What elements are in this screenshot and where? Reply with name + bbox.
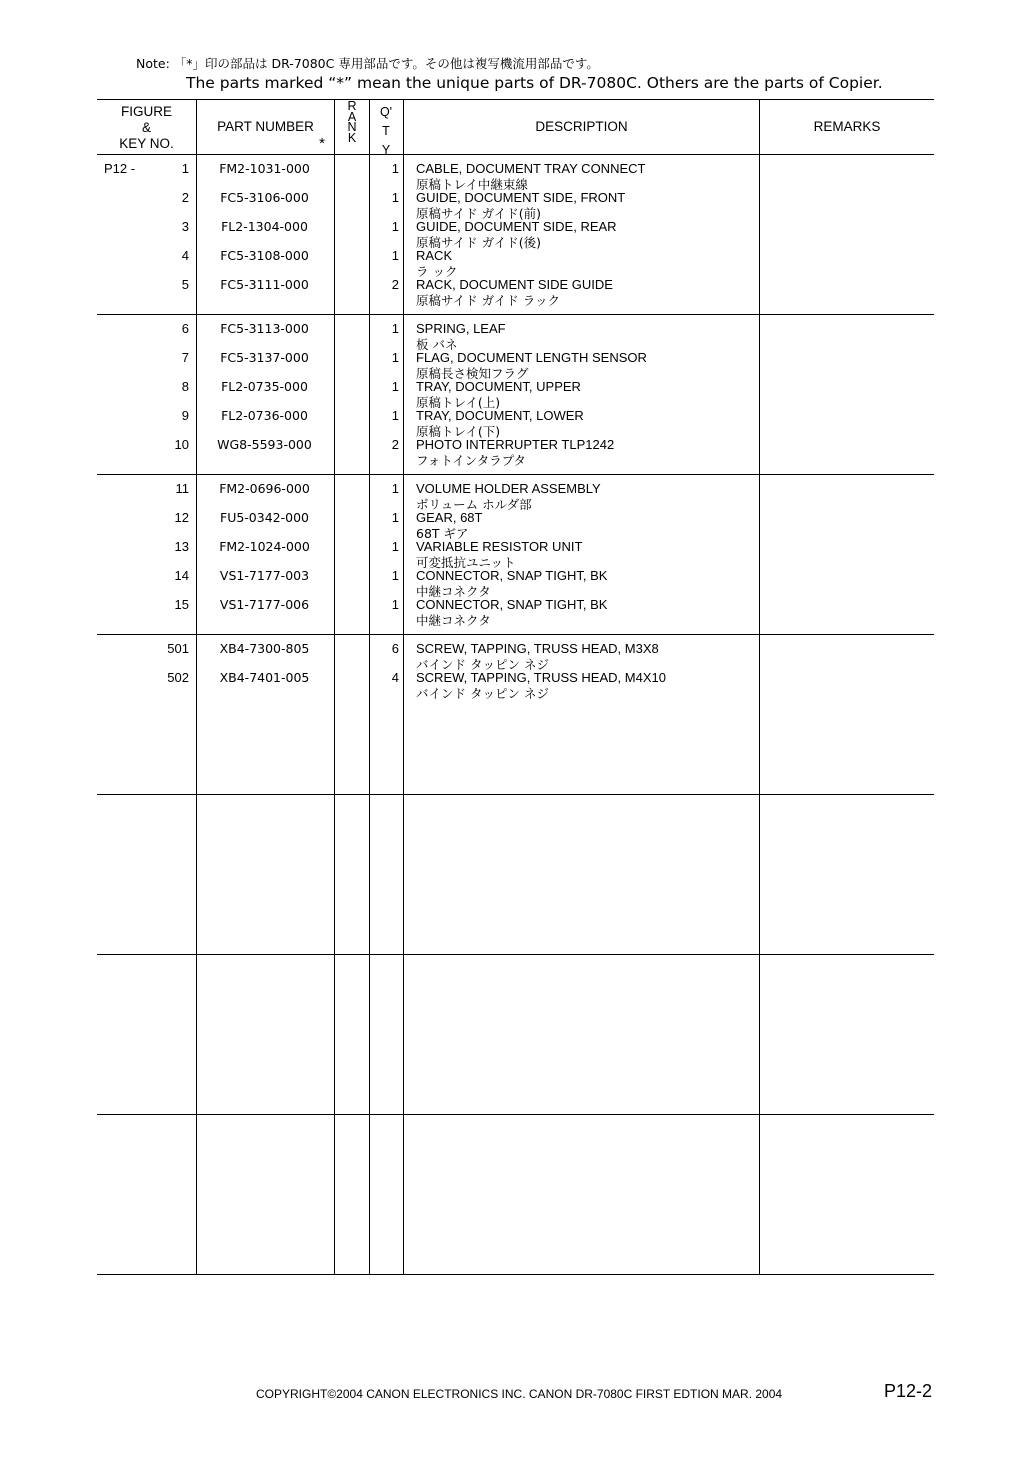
- part-number: FL2-1304-000: [221, 219, 308, 234]
- rank-letter: K: [347, 130, 357, 145]
- key-no: 15: [174, 597, 189, 612]
- part-number: FC5-3137-000: [220, 350, 309, 365]
- quantity: 1: [391, 219, 399, 234]
- table-top-rule: [97, 99, 934, 100]
- part-number: XB4-7401-005: [219, 670, 310, 685]
- qty-letter: Y: [381, 143, 391, 157]
- table-row: [97, 437, 934, 466]
- description-en: VOLUME HOLDER ASSEMBLY: [416, 481, 601, 496]
- description-en: GUIDE, DOCUMENT SIDE, REAR: [416, 219, 617, 234]
- key-no: 14: [174, 568, 189, 583]
- part-number: FL2-0735-000: [221, 379, 308, 394]
- table-row: [97, 481, 934, 510]
- table-row: [97, 350, 934, 379]
- part-number: WG8-5593-000: [217, 437, 312, 452]
- description-en: SCREW, TAPPING, TRUSS HEAD, M4X10: [416, 670, 666, 685]
- quantity: 1: [391, 379, 399, 394]
- quantity: 2: [391, 437, 399, 452]
- group-separator: [97, 1114, 934, 1115]
- rank-letter: R: [347, 99, 357, 113]
- description-jp: 原稿長さ検知フラグ: [416, 366, 529, 381]
- header-bottom-rule: [97, 154, 934, 155]
- table-row: [97, 597, 934, 626]
- part-number: FC5-3111-000: [220, 277, 309, 292]
- ampersand-label: &: [141, 120, 151, 135]
- part-number: FM2-1031-000: [219, 161, 310, 176]
- group-separator: [97, 634, 934, 635]
- description-jp: 可変抵抗ユニット: [416, 555, 516, 570]
- key-no: 2: [181, 190, 189, 205]
- table-row: [97, 219, 934, 248]
- qty-letter: Q': [379, 105, 393, 119]
- table-row: [97, 277, 934, 306]
- part-number: FC5-3113-000: [220, 321, 309, 336]
- description-jp: 原稿サイド ガイド(後): [416, 235, 541, 250]
- unique-part-star: *: [319, 135, 325, 152]
- quantity: 1: [391, 539, 399, 554]
- description-jp: バインド タッピン ネジ: [416, 657, 549, 672]
- note-english: The parts marked “*” mean the unique parts of DR-7080C. Others are the parts of Copier.: [186, 74, 883, 92]
- remarks-header: REMARKS: [813, 119, 881, 134]
- quantity: 4: [391, 670, 399, 685]
- key-no: 1: [181, 161, 189, 176]
- description-en: RACK, DOCUMENT SIDE GUIDE: [416, 277, 613, 292]
- part-number: XB4-7300-805: [219, 641, 310, 656]
- group-separator: [97, 954, 934, 955]
- description-jp: 板 バネ: [416, 337, 458, 352]
- key-no-label: KEY NO.: [119, 136, 174, 151]
- part-number: VS1-7177-003: [219, 568, 310, 583]
- key-no: 12: [174, 510, 189, 525]
- description-en: CABLE, DOCUMENT TRAY CONNECT: [416, 161, 646, 176]
- note-japanese: Note: 「*」印の部品は DR-7080C 専用部品です。その他は複写機流用部品です。: [136, 56, 599, 71]
- table-row: [97, 161, 934, 190]
- table-row: [97, 568, 934, 597]
- key-no: 6: [181, 321, 189, 336]
- quantity: 2: [391, 277, 399, 292]
- part-number: FU5-0342-000: [220, 510, 309, 525]
- description-jp: 原稿サイド ガイド ラック: [416, 293, 560, 308]
- table-row: [97, 321, 934, 350]
- table-row: [97, 190, 934, 219]
- quantity: 1: [391, 190, 399, 205]
- quantity: 1: [391, 408, 399, 423]
- rank-letter: A: [347, 109, 357, 124]
- table-row: [97, 641, 934, 670]
- quantity: 1: [391, 161, 399, 176]
- description-en: CONNECTOR, SNAP TIGHT, BK: [416, 568, 608, 583]
- quantity: 1: [391, 248, 399, 263]
- table-row: [97, 670, 934, 699]
- description-en: CONNECTOR, SNAP TIGHT, BK: [416, 597, 608, 612]
- quantity: 1: [391, 321, 399, 336]
- quantity: 1: [391, 510, 399, 525]
- part-number: FC5-3108-000: [220, 248, 309, 263]
- description-en: TRAY, DOCUMENT, LOWER: [416, 408, 584, 423]
- figure-key-header: [97, 104, 196, 152]
- rank-header: [336, 101, 368, 143]
- table-row: [97, 510, 934, 539]
- key-no: 5: [181, 277, 189, 292]
- description-header: DESCRIPTION: [535, 119, 628, 134]
- figure-label: FIGURE: [120, 104, 172, 119]
- description-en: VARIABLE RESISTOR UNIT: [416, 539, 583, 554]
- part-number: FM2-0696-000: [219, 481, 310, 496]
- description-en: GUIDE, DOCUMENT SIDE, FRONT: [416, 190, 626, 205]
- rank-letter: N: [347, 120, 357, 134]
- qty-letter: T: [382, 124, 390, 138]
- group-separator: [97, 314, 934, 315]
- description-jp: 原稿トレイ中継束線: [416, 177, 528, 192]
- page-number: P12-2: [884, 1381, 933, 1401]
- description-jp: 68T ギア: [416, 526, 469, 541]
- figure-prefix: P12 -: [104, 161, 136, 176]
- description-jp: 中継コネクタ: [416, 584, 491, 599]
- description-en: SCREW, TAPPING, TRUSS HEAD, M3X8: [416, 641, 659, 656]
- description-jp: 原稿サイド ガイド(前): [416, 206, 541, 221]
- description-en: PHOTO INTERRUPTER TLP1242: [416, 437, 615, 452]
- part-number: FM2-1024-000: [219, 539, 310, 554]
- group-separator: [97, 794, 934, 795]
- table-row: [97, 379, 934, 408]
- key-no: 3: [181, 219, 189, 234]
- table-row: [97, 248, 934, 277]
- key-no: 502: [167, 670, 189, 685]
- key-no: 7: [181, 350, 189, 365]
- description-jp: バインド タッピン ネジ: [416, 686, 549, 701]
- copyright-footer: COPYRIGHT©2004 CANON ELECTRONICS INC. CANON DR-7080C FIRST EDTION MAR. 2004: [256, 1387, 783, 1401]
- part-number: FL2-0736-000: [221, 408, 308, 423]
- qty-header: [370, 103, 402, 160]
- description-en: GEAR, 68T: [416, 510, 483, 525]
- key-no: 501: [167, 641, 189, 656]
- quantity: 1: [391, 597, 399, 612]
- description-en: FLAG, DOCUMENT LENGTH SENSOR: [416, 350, 647, 365]
- key-no: 9: [181, 408, 189, 423]
- key-no: 10: [174, 437, 189, 452]
- part-number: FC5-3106-000: [220, 190, 309, 205]
- description-en: TRAY, DOCUMENT, UPPER: [416, 379, 581, 394]
- description-en: SPRING, LEAF: [416, 321, 506, 336]
- key-no: 11: [175, 481, 189, 496]
- description-en: RACK: [416, 248, 453, 263]
- key-no: 13: [174, 539, 189, 554]
- description-jp: 原稿トレイ(下): [416, 424, 501, 439]
- quantity: 1: [391, 350, 399, 365]
- key-no: 8: [181, 379, 189, 394]
- table-row: [97, 408, 934, 437]
- table-row: [97, 539, 934, 568]
- description-jp: ボリューム ホルダ部: [416, 497, 532, 512]
- description-jp: 原稿トレイ(上): [416, 395, 501, 410]
- group-separator: [97, 474, 934, 475]
- description-jp: フォトインタラプタ: [416, 453, 526, 468]
- quantity: 1: [391, 481, 399, 496]
- part-number: VS1-7177-006: [219, 597, 310, 612]
- part-number-header: PART NUMBER: [217, 119, 314, 134]
- description-jp: 中継コネクタ: [416, 613, 491, 628]
- group-separator: [97, 1274, 934, 1275]
- description-jp: ラ ック: [416, 264, 458, 279]
- quantity: 6: [391, 641, 399, 656]
- quantity: 1: [391, 568, 399, 583]
- key-no: 4: [181, 248, 189, 263]
